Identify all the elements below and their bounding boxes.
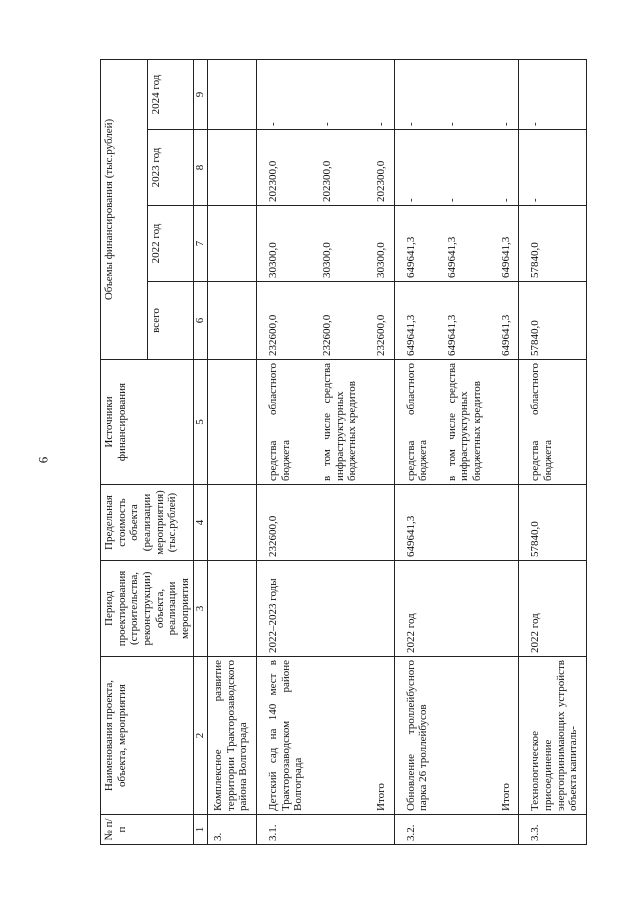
row-2022: 649641,3 [490, 206, 519, 282]
row-2023: - [490, 130, 519, 206]
row-number: 3.3. [519, 815, 587, 845]
table-row [208, 59, 257, 844]
table-row [311, 59, 365, 844]
row-2024: - [490, 59, 519, 129]
row-number: 3.2. [394, 815, 436, 845]
table-row [394, 59, 436, 844]
row-name: Обновление троллейбусного парка 26 троллейбусов [394, 657, 436, 815]
row-source: средства областного бюджета [257, 360, 311, 485]
col-number: 9 [194, 59, 208, 129]
header-total: всего [147, 282, 194, 360]
table-row [519, 59, 587, 844]
row-2023: - [436, 130, 490, 206]
row-total: 232600,0 [257, 282, 311, 360]
row-number [365, 815, 394, 845]
row-period [208, 561, 257, 657]
col-number: 4 [194, 485, 208, 561]
row-number: 3. [208, 815, 257, 845]
row-2023: 202300,0 [365, 130, 394, 206]
table-row [436, 59, 490, 844]
col-number: 6 [194, 282, 208, 360]
row-period [365, 561, 394, 657]
row-source: средства областного бюджета [394, 360, 436, 485]
row-source [365, 360, 394, 485]
row-2024: - [311, 59, 365, 129]
row-name [436, 657, 490, 815]
financing-table [100, 59, 587, 845]
row-cost [208, 485, 257, 561]
rotated-page-content [100, 60, 620, 845]
col-number: 5 [194, 360, 208, 485]
header-source: Источники финансирования [101, 360, 194, 485]
row-name: Комплексное развитие территории Тракторозаводского района Волгограда [208, 657, 257, 815]
col-number: 1 [194, 815, 208, 845]
row-cost [365, 485, 394, 561]
row-period: 2022 год [394, 561, 436, 657]
row-cost [436, 485, 490, 561]
row-2023: - [394, 130, 436, 206]
col-number: 8 [194, 130, 208, 206]
row-2022: 649641,3 [436, 206, 490, 282]
row-cost: 649641,3 [394, 485, 436, 561]
row-total: 649641,3 [436, 282, 490, 360]
row-2024 [208, 59, 257, 129]
row-2022: 649641,3 [394, 206, 436, 282]
table-row [257, 59, 311, 844]
row-number [436, 815, 490, 845]
row-total [208, 282, 257, 360]
row-number [311, 815, 365, 845]
table-row [490, 59, 519, 844]
row-number: 3.1. [257, 815, 311, 845]
row-name: Детский сад на 140 мест в Тракторозаводском районе Волгограда [257, 657, 311, 815]
row-source [208, 360, 257, 485]
row-source [490, 360, 519, 485]
row-2023 [208, 130, 257, 206]
row-2022 [208, 206, 257, 282]
row-total: 232600,0 [311, 282, 365, 360]
row-period: 2022–2023 годы [257, 561, 311, 657]
row-period: 2022 год [519, 561, 587, 657]
header-2023: 2023 год [147, 130, 194, 206]
row-period [311, 561, 365, 657]
col-number: 7 [194, 206, 208, 282]
row-2023: 202300,0 [257, 130, 311, 206]
row-cost [311, 485, 365, 561]
header-2024: 2024 год [147, 59, 194, 129]
row-number [490, 815, 519, 845]
row-cost: 57840,0 [519, 485, 587, 561]
row-source: в том числе средства инфраструктурных бюджетных кредитов [311, 360, 365, 485]
header-2022: 2022 год [147, 206, 194, 282]
row-2023: - [519, 130, 587, 206]
row-cost: 232600,0 [257, 485, 311, 561]
col-number: 3 [194, 561, 208, 657]
row-2024: - [519, 59, 587, 129]
row-2024: - [365, 59, 394, 129]
col-number: 2 [194, 657, 208, 815]
row-name: Итого [365, 657, 394, 815]
row-total: 649641,3 [394, 282, 436, 360]
table-row [365, 59, 394, 844]
column-numbers-row [194, 59, 208, 844]
page-number: 6 [35, 456, 51, 464]
row-period [490, 561, 519, 657]
header-row-1 [101, 59, 148, 844]
row-2022: 30300,0 [257, 206, 311, 282]
row-cost [490, 485, 519, 561]
row-2024: - [436, 59, 490, 129]
header-funding-group: Объемы финансирования (тыс.рублей) [101, 59, 148, 359]
row-2024: - [257, 59, 311, 129]
row-2022: 30300,0 [311, 206, 365, 282]
row-2022: 30300,0 [365, 206, 394, 282]
row-source: в том числе средства инфраструктурных бюджетных кредитов [436, 360, 490, 485]
header-name: Наименования проекта, объекта, мероприятия [101, 657, 194, 815]
row-total: 232600,0 [365, 282, 394, 360]
row-name [311, 657, 365, 815]
row-2023: 202300,0 [311, 130, 365, 206]
row-total: 57840,0 [519, 282, 587, 360]
header-cost: Предельная стоимость объекта (реализации мероприятия) (тыс.рублей) [101, 485, 194, 561]
row-period [436, 561, 490, 657]
row-2024: - [394, 59, 436, 129]
row-2022: 57840,0 [519, 206, 587, 282]
table-body [208, 59, 587, 844]
header-num: № п/п [101, 815, 194, 845]
row-name: Итого [490, 657, 519, 815]
header-period: Период проектирования (строительства, реконструкции) объекта, реализации мероприятия [101, 561, 194, 657]
row-total: 649641,3 [490, 282, 519, 360]
row-source: средства областного бюджета [519, 360, 587, 485]
row-name: Технологическое присоединение энергопринимающих устройств объекта капиталь- [519, 657, 587, 815]
